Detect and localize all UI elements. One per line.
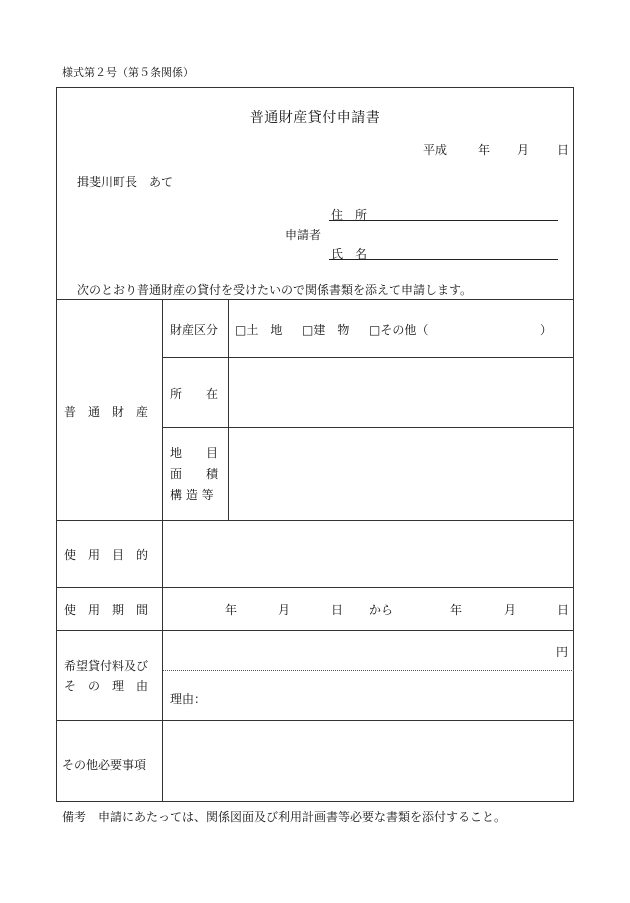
option-other: □その他（: [369, 323, 429, 337]
option-building: □建 物: [302, 323, 350, 337]
rule-category: [162, 357, 574, 358]
rule-sublabel-column: [228, 299, 229, 520]
category-label: 財産区分: [170, 323, 219, 337]
rule-top-table: [56, 299, 574, 300]
rule-fee-end: [56, 720, 574, 721]
detail-area: 面 積: [170, 467, 219, 481]
purpose-label: 使 用 目 的: [64, 548, 149, 562]
date-era: 平成: [423, 143, 448, 157]
period-year-1: 年: [225, 603, 238, 617]
detail-structure: 構 造 等: [170, 488, 214, 502]
period-month-2: 月: [504, 603, 517, 617]
period-day-2: 日: [557, 603, 570, 617]
period-month-1: 月: [278, 603, 291, 617]
option-land: □土 地: [235, 323, 283, 337]
fee-label-line2: そ の 理 由: [64, 679, 149, 693]
other-label: その他必要事項: [62, 758, 147, 772]
addressee: 揖斐川町長 あて: [77, 175, 174, 189]
location-label: 所 在: [170, 387, 219, 401]
date-day: 日: [557, 143, 570, 157]
address-underline: [329, 220, 558, 221]
date-year: 年: [478, 143, 491, 157]
application-statement: 次のとおり普通財産の貸付を受けたいので関係書類を添えて申請します。: [77, 283, 473, 297]
rule-period-end: [56, 630, 574, 631]
period-label: 使 用 期 間: [64, 603, 149, 617]
option-other-close: ）: [540, 323, 553, 337]
rule-label-column: [162, 299, 163, 802]
form-frame: [56, 87, 574, 802]
form-number: 様式第２号（第５条関係）: [62, 66, 194, 79]
rule-location: [162, 427, 574, 428]
name-underline: [329, 259, 558, 260]
name-label: 氏 名: [331, 247, 368, 261]
rule-purpose-end: [56, 587, 574, 588]
fee-label-line1: 希望貸付料及び: [64, 659, 149, 673]
form-title: 普通財産貸付申請書: [249, 110, 381, 126]
rule-fee-dotted: [162, 670, 574, 671]
fee-unit: 円: [556, 645, 569, 659]
period-year-2: 年: [450, 603, 463, 617]
address-label: 住 所: [331, 208, 368, 222]
remarks: 備考 申請にあたっては、関係図面及び利用計画書等必要な書類を添付すること。: [62, 810, 507, 824]
detail-land-category: 地 目: [170, 446, 219, 460]
period-day-1: 日: [331, 603, 344, 617]
property-label: 普 通 財 産: [64, 405, 149, 419]
rule-property-end: [56, 520, 574, 521]
applicant-label: 申請者: [285, 228, 322, 242]
reason-label: 理由：: [170, 692, 207, 706]
period-from: から: [369, 603, 394, 617]
date-month: 月: [517, 143, 530, 157]
